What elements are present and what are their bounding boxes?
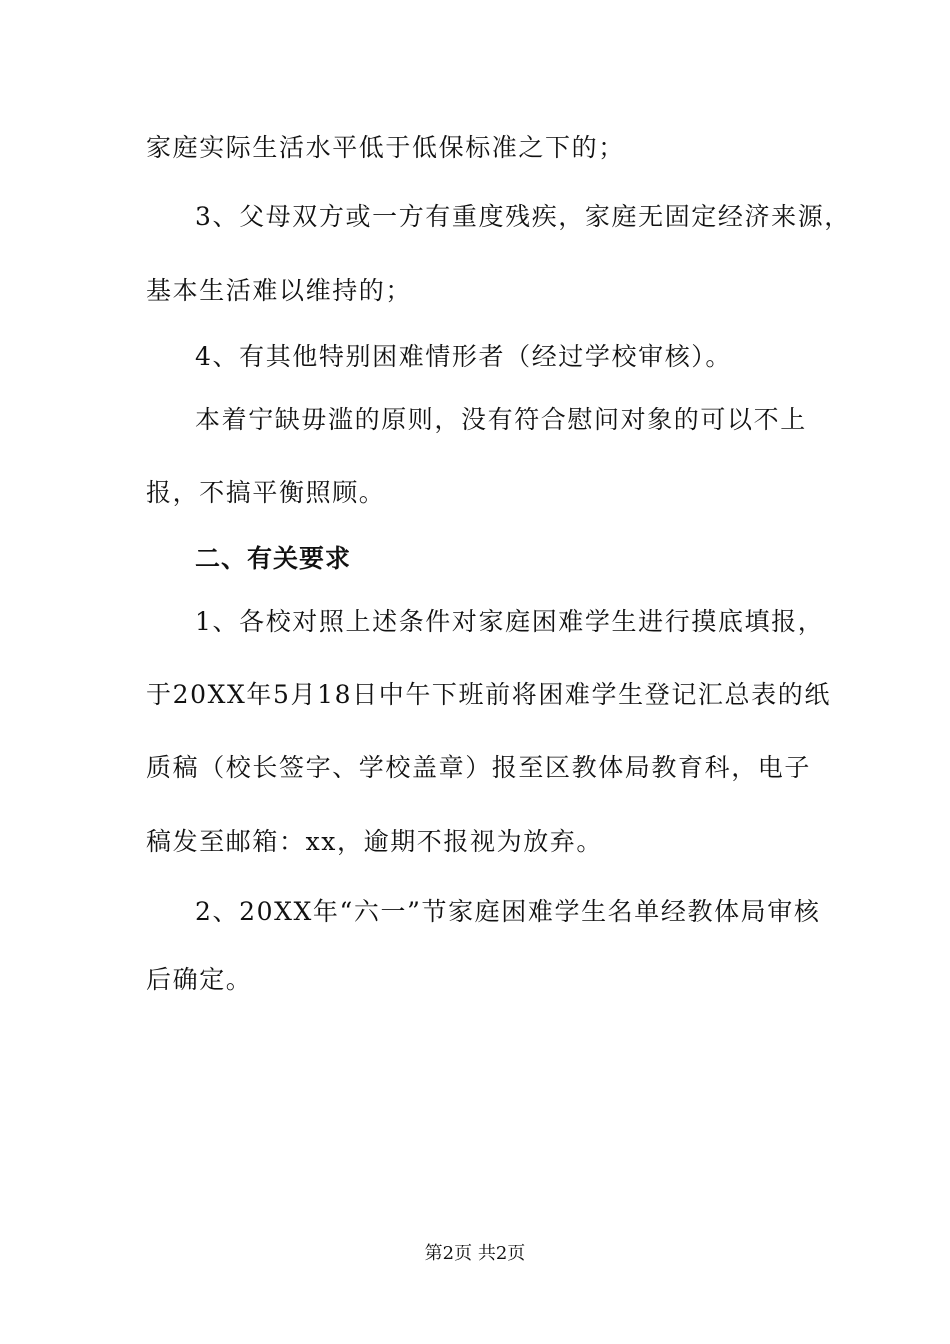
section-heading: 二、有关要求: [195, 544, 352, 573]
text-line-2: 3、父母双方或一方有重度残疾，家庭无固定经济来源，: [195, 202, 851, 231]
page-number-footer: 第2页 共2页: [424, 1243, 526, 1264]
text-line-13: 后确定。: [146, 965, 253, 994]
text-line-4: 4、有其他特别困难情形者（经过学校审核）。: [195, 342, 733, 371]
text-line-8: 1、各校对照上述条件对家庭困难学生进行摸底填报，: [195, 607, 825, 636]
text-line-9: 于20XX年5月18日中午下班前将困难学生登记汇总表的纸: [146, 680, 831, 709]
text-line-3: 基本生活难以维持的；: [146, 276, 413, 305]
text-line-1: 家庭实际生活水平低于低保标准之下的；: [146, 133, 625, 162]
text-line-6: 报，不搞平衡照顾。: [146, 478, 386, 507]
text-line-11: 稿发至邮箱：xx，逾期不报视为放弃。: [146, 827, 603, 856]
text-line-5: 本着宁缺毋滥的原则，没有符合慰问对象的可以不上: [195, 405, 807, 434]
text-line-12: 2、20XX年“六一”节家庭困难学生名单经教体局审核: [195, 897, 821, 926]
text-line-10: 质稿（校长签字、学校盖章）报至区教体局教育科，电子: [146, 753, 812, 782]
